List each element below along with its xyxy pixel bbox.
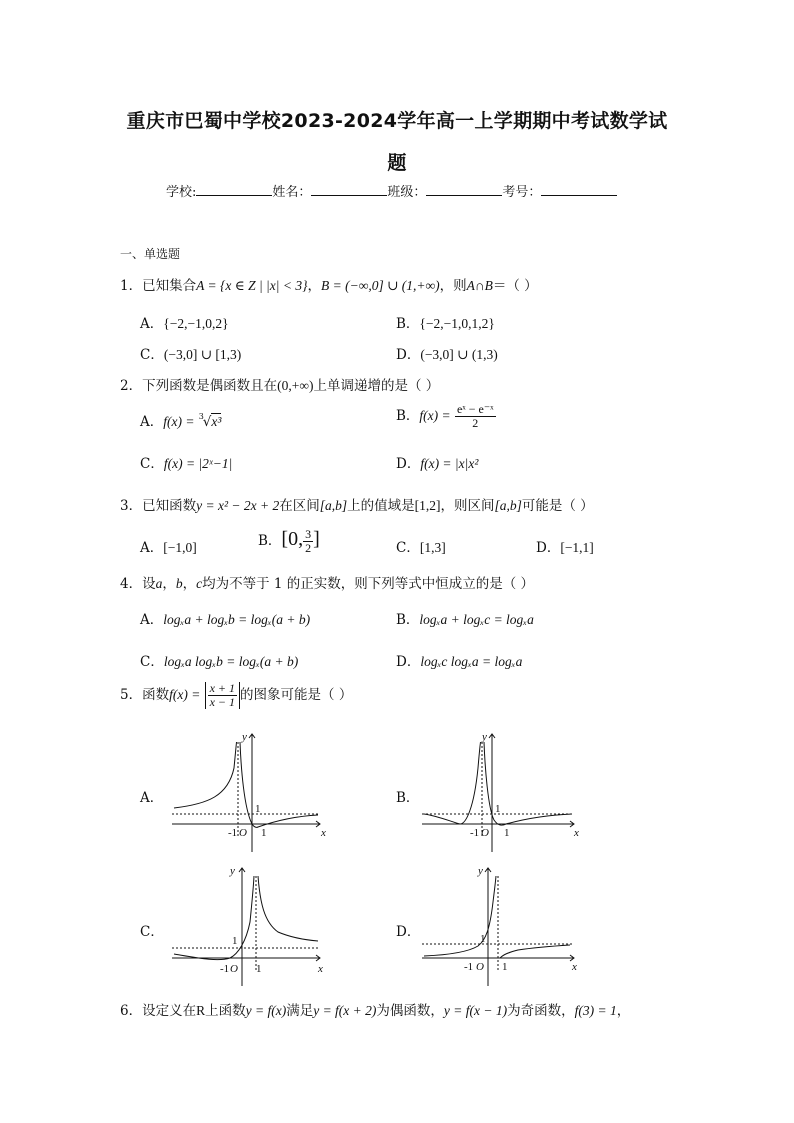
q3-option-b-fraction — [303, 528, 313, 555]
q2-interval: (0,+∞) — [277, 378, 314, 393]
id-label: 考号： — [502, 185, 542, 200]
q4-option-d[interactable] — [396, 650, 522, 670]
q3-stem-mid2: 上的值域是 — [347, 498, 415, 514]
id-blank — [541, 183, 617, 196]
q2-option-d-text: f(x) = |x|x² — [420, 456, 479, 471]
q5-graph-b[interactable] — [418, 728, 582, 858]
q5-stem-pre: 5．函数 — [120, 687, 170, 703]
q5-func-lhs: f(x) = — [169, 687, 201, 702]
q5-option-b-label[interactable]: B． — [396, 790, 420, 806]
q3-option-c-text: [1,3] — [419, 540, 446, 555]
q2-option-a-label: A． — [140, 414, 164, 430]
graph-c-one-x: 1 — [256, 963, 262, 975]
page-title-line1: 重庆市巴蜀中学校2023-2024学年高一上学期期中考试数学试 — [126, 110, 668, 132]
graph-b-y-label: y — [482, 731, 487, 743]
q6-f2: y = f(x + 2) — [313, 1003, 377, 1018]
q4-sep1: ， — [162, 576, 176, 592]
graph-b-one-x: 1 — [504, 827, 510, 839]
q3-option-d-label: D． — [536, 540, 561, 556]
q3-option-d-text: [−1,1] — [560, 540, 594, 555]
q3-option-a-label: A． — [140, 540, 164, 556]
q3-interval-ab2: [a,b] — [494, 498, 522, 513]
q4-option-b-text: logₓa + logₓc = logₓa — [419, 612, 534, 627]
q1-set-a: A = {x ∈ Z | |x| < 3} — [196, 278, 308, 293]
q1-option-a[interactable] — [140, 312, 229, 332]
graph-c-x-label: x — [318, 963, 323, 975]
q5-numerator: x + 1 — [209, 681, 236, 695]
q4-option-b-label: B． — [396, 612, 420, 628]
graph-b-x-label: x — [574, 827, 579, 839]
school-blank — [196, 183, 272, 196]
question-5-stem — [120, 682, 352, 709]
q4-option-d-label: D． — [396, 654, 421, 670]
q2-stem-pre: 2．下列函数是偶函数且在 — [120, 378, 278, 394]
q6-stem-mid2: 满足 — [286, 1003, 314, 1019]
q4-var-b: b — [175, 576, 183, 591]
graph-b-neg-one: -1 — [470, 827, 480, 839]
graph-a-one-y: 1 — [255, 803, 261, 815]
graph-a-x-label: x — [321, 827, 326, 839]
q5-option-d-label[interactable]: D． — [396, 924, 421, 940]
q4-option-d-text: logₓc logₓa = logₓa — [420, 654, 523, 669]
q1-option-b-label: B． — [396, 316, 420, 332]
q2-option-c-text: f(x) = |2ˣ−1| — [163, 456, 233, 471]
q6-stem-post: ， — [616, 1003, 631, 1019]
graph-d-neg-one: -1 — [464, 961, 474, 973]
q2-option-b[interactable] — [396, 403, 496, 430]
q3-option-c[interactable] — [396, 536, 446, 556]
q2-option-a-radical: 3 √x³ — [198, 412, 222, 430]
q3-option-b-numerator: 3 — [305, 527, 312, 541]
q2-option-b-lhs: f(x) = — [419, 408, 451, 423]
graph-b-one-y: 1 — [495, 803, 501, 815]
graph-d-curve-right — [500, 945, 570, 958]
name-label: 姓名： — [272, 185, 312, 200]
q4-option-c[interactable] — [140, 650, 298, 670]
graph-c-one-y: 1 — [232, 935, 238, 947]
name-blank — [311, 183, 387, 196]
graph-c-origin: O — [230, 963, 238, 975]
section-heading: 一、单选题 — [120, 247, 181, 261]
graph-c-y-label: y — [230, 865, 235, 877]
q2-option-d-label: D． — [396, 456, 421, 472]
q3-option-b[interactable] — [258, 528, 320, 555]
q1-option-a-text: {−2,−1,0,2} — [163, 316, 229, 331]
graph-d-origin: O — [476, 961, 484, 973]
graph-c-curve-right — [258, 876, 318, 941]
q3-option-d[interactable] — [536, 536, 594, 556]
q2-option-b-label: B． — [396, 408, 420, 424]
q2-option-d[interactable] — [396, 452, 478, 472]
q2-option-a-lhs: f(x) = — [163, 414, 195, 429]
q5-fraction — [208, 682, 237, 709]
question-1-stem — [120, 274, 538, 294]
class-label: 班级： — [387, 185, 427, 200]
q3-option-a-text: [−1,0] — [163, 540, 197, 555]
q2-option-b-numerator: eˣ − e⁻ˣ — [456, 402, 494, 416]
q1-stem-post: ＝（ ） — [492, 278, 538, 294]
q4-stem-pre: 4．设 — [120, 576, 156, 592]
q3-option-b-denominator: 2 — [305, 541, 312, 555]
q1-set-b: B = (−∞,0] ∪ (1,+∞) — [320, 278, 440, 293]
student-info-row — [166, 181, 617, 200]
graph-a-curve-left — [174, 742, 237, 808]
q1-option-b-text: {−2,−1,0,1,2} — [419, 316, 495, 331]
q4-stem-post: 均为不等于 1 的正实数，则下列等式中恒成立的是（ ） — [202, 576, 535, 592]
graph-b-curve-left — [424, 742, 481, 824]
q3-option-b-pre: [0, — [281, 528, 304, 550]
graph-b-origin: O — [481, 827, 489, 839]
q4-option-a[interactable] — [140, 608, 310, 628]
graph-a-one-x: 1 — [261, 827, 267, 839]
q1-stem-mid: ，则 — [439, 278, 467, 294]
q3-option-c-label: C． — [396, 540, 420, 556]
graph-a-neg-one: -1 — [228, 827, 238, 839]
q3-option-b-label: B． — [258, 533, 282, 549]
q2-option-c-label: C． — [140, 456, 164, 472]
q4-option-b[interactable] — [396, 608, 534, 628]
graph-c-neg-one: -1 — [220, 963, 230, 975]
question-6-stem — [120, 999, 630, 1019]
q1-option-c-label: C． — [140, 347, 164, 363]
q1-option-a-label: A． — [140, 316, 164, 332]
q2-option-b-denominator: 2 — [472, 416, 479, 430]
q2-option-b-fraction — [455, 403, 496, 430]
q1-option-d-label: D． — [396, 347, 421, 363]
q1-sep: ， — [307, 278, 321, 294]
q6-stem-pre: 6．设定义在 — [120, 1003, 197, 1019]
graph-d-y-label: y — [478, 865, 483, 877]
q6-stem-mid1: 上函数 — [205, 1003, 246, 1019]
page-title-line2: 题 — [387, 152, 407, 174]
q5-option-a-label[interactable]: A． — [140, 790, 164, 806]
q5-stem-post: 的图象可能是（ ） — [240, 687, 353, 703]
graph-a-origin: O — [239, 827, 247, 839]
q3-option-b-post: ] — [313, 528, 320, 550]
q4-option-a-text: logₓa + logₓb = logₓ(a + b) — [163, 612, 311, 627]
q3-func: y = x² − 2x + 2 — [196, 498, 280, 513]
q2-option-a-radicand: x³ — [211, 414, 222, 429]
graph-d-one-y: 1 — [480, 933, 486, 945]
q2-option-a-root-index: 3 — [198, 412, 204, 421]
q3-stem-mid3: ，则区间 — [440, 498, 495, 514]
q3-stem-mid1: 在区间 — [279, 498, 320, 514]
q6-f4: f(3) = 1 — [574, 1003, 617, 1018]
q4-option-c-text: logₓa logₓb = logₓ(a + b) — [163, 654, 299, 669]
q6-f3: y = f(x − 1) — [443, 1003, 508, 1018]
q1-option-d-text: (−3,0] ∪ (1,3) — [420, 347, 498, 362]
question-3-stem — [120, 494, 594, 514]
class-blank — [426, 183, 502, 196]
q5-graph-a[interactable] — [168, 728, 328, 858]
q4-var-a: a — [155, 576, 163, 591]
q3-interval-ab: [a,b] — [319, 498, 348, 513]
q3-option-a[interactable] — [140, 536, 197, 556]
graph-a-y-label: y — [242, 731, 247, 743]
q1-expr: A∩B — [466, 278, 493, 293]
q2-option-c[interactable] — [140, 452, 232, 472]
q4-option-a-label: A． — [140, 612, 164, 628]
q1-stem-pre: 1．已知集合 — [120, 278, 197, 294]
q6-domain: R — [196, 1003, 206, 1018]
q1-option-d[interactable] — [396, 343, 498, 363]
question-2-stem — [120, 374, 439, 394]
q3-range: [1,2] — [414, 498, 441, 513]
q5-option-c-label[interactable]: C． — [140, 924, 164, 940]
q1-option-b[interactable] — [396, 312, 495, 332]
q4-option-c-label: C． — [140, 654, 164, 670]
q4-sep2: ， — [182, 576, 197, 592]
graph-d-x-label: x — [572, 961, 577, 973]
graph-d-one-x: 1 — [502, 961, 508, 973]
q5-denominator: x − 1 — [209, 695, 236, 709]
q3-stem-pre: 3．已知函数 — [120, 498, 197, 514]
q2-option-a[interactable] — [140, 410, 221, 430]
q5-graph-d[interactable] — [418, 862, 582, 992]
q6-f1: y = f(x) — [245, 1003, 287, 1018]
q2-stem-post: 上单调递增的是（ ） — [313, 378, 440, 394]
q1-option-c-text: (−3,0] ∪ [1,3) — [163, 347, 242, 362]
q5-graph-c[interactable] — [168, 862, 328, 992]
question-4-stem — [120, 572, 534, 592]
q5-abs-bars — [205, 682, 240, 709]
q6-stem-mid4: 为奇函数， — [507, 1003, 575, 1019]
q6-stem-mid3: 为偶函数， — [376, 1003, 444, 1019]
q1-option-c[interactable] — [140, 343, 241, 363]
q3-stem-post: 可能是（ ） — [521, 498, 594, 514]
q4-var-c: c — [196, 576, 203, 591]
school-label: 学校: — [166, 185, 197, 200]
